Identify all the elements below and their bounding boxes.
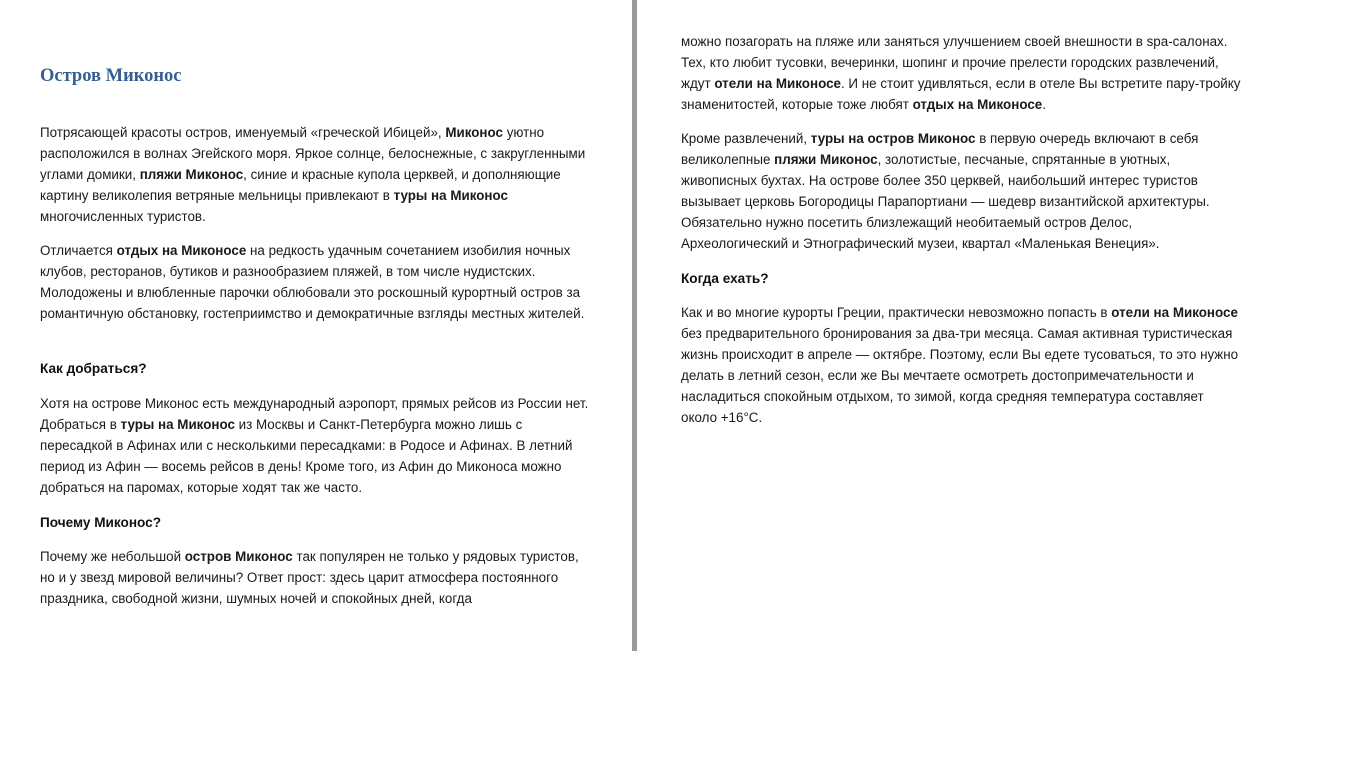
bold-keyword: туры на Миконос xyxy=(393,188,508,203)
bold-keyword: Миконос xyxy=(445,125,503,140)
paragraph-why-continued xyxy=(681,31,1241,115)
bold-keyword: остров Миконос xyxy=(184,549,293,564)
heading-how-to-get: Как добраться? xyxy=(40,361,147,376)
bold-keyword: отдых на Миконосе xyxy=(116,243,247,258)
paragraph-rest xyxy=(40,240,592,324)
document-page-left xyxy=(0,0,632,650)
text-run: можно позагорать на пляже или заняться улучшением своей внешности в spa-салонах. Тех, кто любит тусовки, вечеринки, шопинг и прочие прелести городских развлечений, ждут xyxy=(681,34,1228,91)
text-run: Кроме развлечений, xyxy=(681,131,811,146)
text-run: Хотя на острове Миконос есть международный аэропорт, прямых рейсов из России нет. Добраться в xyxy=(40,396,589,432)
text-run: Отличается xyxy=(40,243,117,258)
text-run: на редкость удачным сочетанием изобилия ночных клубов, ресторанов, бутиков и разнообразием пляжей, в том числе нудистских. Молодожены и влюбленные парочки облюбовали это роскошный курортный остров за романтичную обстановку, гостеприимство и демократичные взгляды местных жителей. xyxy=(40,243,585,321)
bold-keyword: отели на Миконосе xyxy=(714,76,841,91)
heading-when-to-go: Когда ехать? xyxy=(681,271,769,286)
text-run: . И не стоит удивляться, если в отеле Вы встретите пару-тройку знаменитостей, которые тоже любят xyxy=(681,76,1241,112)
text-run: , золотистые, песчаные, спрятанные в уютных, живописных бухтах. На острове более 350 церквей, наибольший интерес туристов вызывает церковь Богородицы Парапортиани — шедевр византийской архитектуры. Обязательно нужно посетить близлежащий необитаемый остров Делос, Археологический и Этнографический музеи, квартал «Маленькая Венеция». xyxy=(681,152,1210,251)
text-run: Почему же небольшой xyxy=(40,549,185,564)
document-title: Остров Миконос xyxy=(40,66,182,86)
bold-keyword: отдых на Миконосе xyxy=(912,97,1043,112)
bold-keyword: туры на Миконос xyxy=(120,417,235,432)
text-run: многочисленных туристов. xyxy=(40,209,206,224)
text-run: так популярен не только у рядовых туристов, но и у звезд мировой величины? Ответ прост: здесь царит атмосфера постоянного праздника, свободной жизни, шумных ночей и спокойных дней, когда xyxy=(40,549,579,606)
paragraph-intro xyxy=(40,122,592,227)
bold-keyword: отели на Миконосе xyxy=(1111,305,1238,320)
text-run: , синие и красные купола церквей, и дополняющие картину великолепия ветряные мельницы привлекают в xyxy=(40,167,561,203)
bold-keyword: пляжи Миконос xyxy=(139,167,244,182)
text-run: Потрясающей красоты остров, именуемый «греческой Ибицей», xyxy=(40,125,446,140)
heading-why-mykonos: Почему Миконос? xyxy=(40,515,162,530)
text-run: уютно расположился в волнах Эгейского моря. Яркое солнце, белоснежные, с закругленными углами домики, xyxy=(40,125,586,182)
text-run: из Москвы и Санкт-Петербурга можно лишь с пересадкой в Афинах или с несколькими пересадками: в Родосе и Афинах. В летний период из Афин — восемь рейсов в день! Кроме того, из Афин до Миконоса можно добраться на паромах, которые ходят так же часто. xyxy=(40,417,573,495)
page-divider xyxy=(632,0,637,651)
bold-keyword: пляжи Миконос xyxy=(774,152,878,167)
text-run: . xyxy=(1042,97,1046,112)
text-run: Как и во многие курорты Греции, практически невозможно попасть в xyxy=(681,305,1112,320)
paragraph-getting-there xyxy=(40,393,592,498)
document-page-right xyxy=(638,0,1366,650)
paragraph-why xyxy=(40,546,592,609)
paragraph-when xyxy=(681,302,1241,428)
text-run: без предварительного бронирования за два-три месяца. Самая активная туристическая жизнь происходит в апреле — октябре. Поэтому, если Вы едете тусоваться, то это нужно делать в летний сезон, если же Вы мечтаете осмотреть достопримечательности и насладиться спокойным отдыхом, то зимой, когда средняя температура составляет около +16°C. xyxy=(681,326,1239,425)
text-run: в первую очередь включают в себя великолепные xyxy=(681,131,1199,167)
bold-keyword: туры на остров Миконос xyxy=(810,131,976,146)
paragraph-attractions xyxy=(681,128,1241,254)
